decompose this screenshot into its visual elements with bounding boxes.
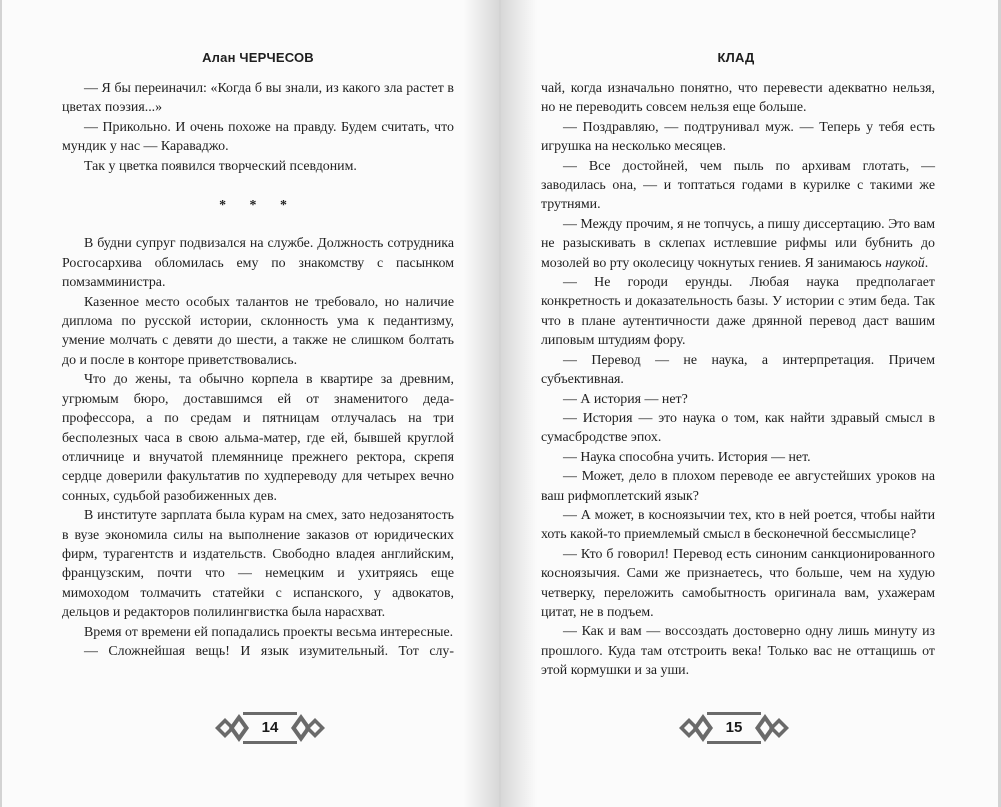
emphasis-word: наукой bbox=[885, 255, 925, 271]
paragraph: — Поздравляю, — подтрунивал муж. — Теперь у тебя есть игрушка на несколько месяцев. bbox=[541, 119, 935, 155]
paragraph: — Кто б говорил! Перевод есть синоним санкционированного косноязычия. Сами же признаетесь, что больше, чем на худую четверку, переложить самобытность оригинала вам, ухажерам цитат, не в подъем. bbox=[541, 546, 935, 620]
paragraph: — Перевод — не наука, а интерпретация. Причем субъективная. bbox=[541, 352, 935, 388]
paragraph: Так у цветка появился творческий псевдоним. bbox=[84, 158, 357, 174]
section-separator: * * * bbox=[219, 198, 297, 214]
paragraph: — Не городи ерунды. Любая наука предполагает конкретность и доказательность базы. У истории с этим беда. Так что в плане аутентичности даже дрянной перевод даст вашим липовым штудиям фору. bbox=[541, 275, 935, 349]
right-page bbox=[501, 0, 998, 807]
gutter-shadow bbox=[501, 0, 537, 807]
left-page bbox=[2, 0, 499, 807]
paragraph bbox=[541, 215, 935, 273]
paragraph-end: . bbox=[924, 255, 929, 271]
paragraph: — Как и вам — воссоздать достоверно одну лишь минуту из прошлого. Куда там отстроить века! Только вас не оттащишь от этой кормушки и за уши. bbox=[541, 624, 935, 679]
paragraph: — История — это наука о том, как найти здравый смысл в сумасбродстве эпох. bbox=[541, 410, 935, 446]
paragraph: В институте зарплата была курам на смех, зато недозанятость в вузе экономила силы на выполнение заказов от юридических фирм, турагентств и издательств. Свободно владея английским, французским, почти что — немецким и ухитряясь еще мимоходом толмачить статейки с испанского, у адвокатов, дельцов и редакторов полилингвистка была нарасхват. bbox=[62, 508, 454, 621]
title-running-head: КЛАД bbox=[717, 50, 755, 65]
paragraph: — Все достойней, чем пыль по архивам глотать, — заводилась она, — и топтаться годами в курилке с такими же трутнями. bbox=[541, 158, 935, 213]
paragraph: чай, когда изначально понятно, что перевести адекватно нельзя, но не переводить совсем нельзя еще больше. bbox=[541, 81, 935, 116]
paragraph-text: — Между прочим, я не топчусь, а пишу диссертацию. Это вам не разыскивать в склепах истлевшие рифмы или бубнить до мозолей во рту околесицу чокнутых гениев. Я занимаюсь bbox=[541, 216, 935, 271]
paragraph: — Прикольно. И очень похоже на правду. Будем считать, что мундик у нас — Караваджо. bbox=[62, 119, 454, 155]
paragraph: — Сложнейшая вещь! И язык изумительный. Тот слу- bbox=[84, 643, 454, 659]
author-running-head: Алан ЧЕРЧЕСОВ bbox=[202, 50, 314, 65]
paragraph: — Наука способна учить. История — нет. bbox=[563, 449, 811, 465]
gutter-shadow bbox=[463, 0, 499, 807]
page-number-ornament bbox=[215, 711, 325, 745]
paragraph: — Я бы переиначил: «Когда б вы знали, из какого зла растет в цветах поэзия...» bbox=[62, 81, 454, 116]
paragraph: Время от времени ей попадались проекты весьма интересные. bbox=[84, 624, 454, 640]
paragraph: — Может, дело в плохом переводе ее августейших уроков на ваш рифмоплетский язык? bbox=[541, 469, 935, 504]
paragraph: — А может, в косноязычии тех, кто в ней роется, чтобы найти хоть какой-то приемлемый смысл в бесконечной бессмыслице? bbox=[541, 507, 935, 543]
page-number-ornament bbox=[679, 711, 789, 745]
paragraph: В будни супруг подвизался на службе. Должность сотрудника Росгосархива обломилась ему по знакомству с пасынком помзамминистра. bbox=[62, 236, 454, 291]
page-number: 14 bbox=[249, 720, 291, 736]
page-number: 15 bbox=[713, 720, 755, 736]
left-page-text bbox=[62, 79, 454, 661]
paragraph: — А история — нет? bbox=[563, 391, 688, 407]
paragraph: Казенное место особых талантов не требовало, но наличие диплома по русской истории, склонность ума к педантизму, умение молчать с девяти до шести, а также не слишком болтать до и после в конторе приветствовались. bbox=[62, 294, 454, 368]
right-page-text bbox=[541, 79, 935, 681]
paragraph: Что до жены, та обычно корпела в квартире за древним, угрюмым бюро, доставшимся ей от знаменитого деда-профессора, а по средам и пятницам отлучалась на три бесполезных часа в свою альма-матер, где ей, бывшей круглой отличнице и внучатой племяннице прежнего ректора, скрепя сердце доверили факультатив по худпереводу для четырех вечно сонных, судьбой разобиженных дев. bbox=[62, 372, 454, 504]
